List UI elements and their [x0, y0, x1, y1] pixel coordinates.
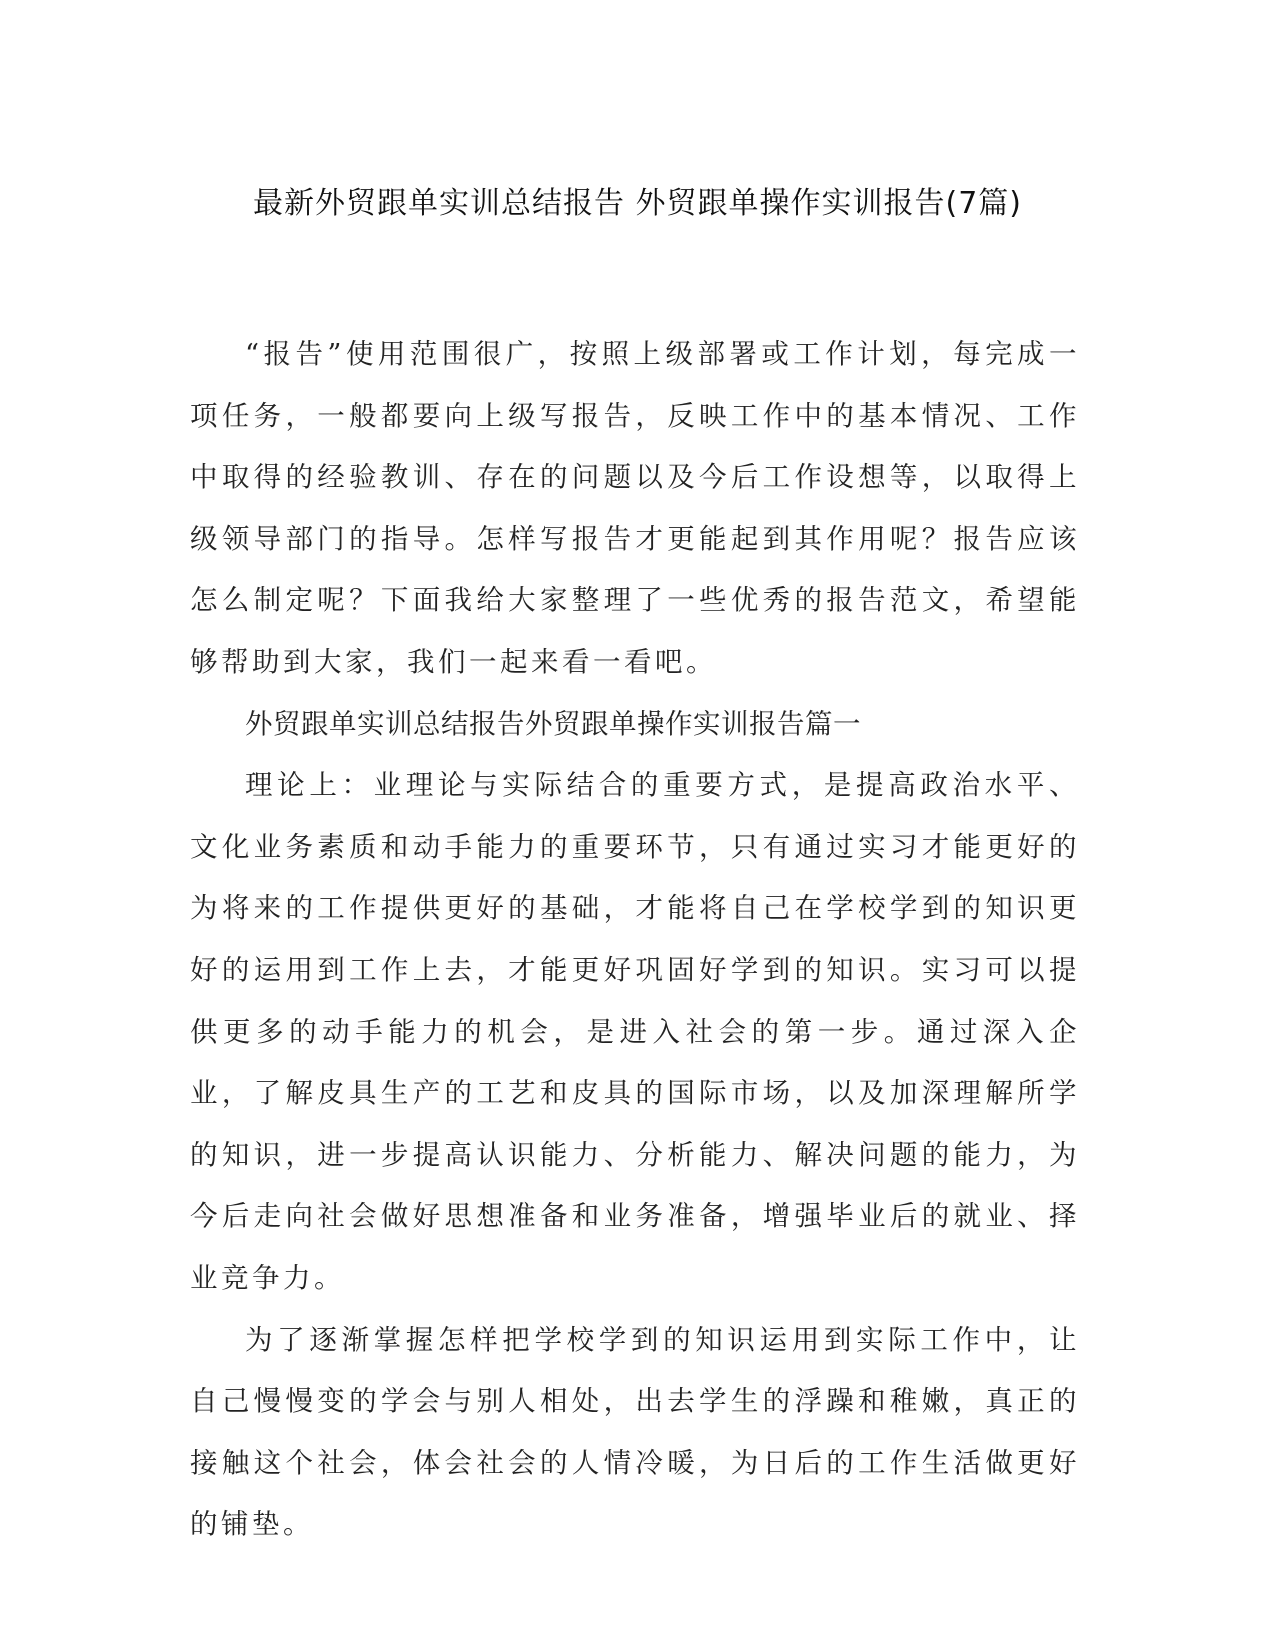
- section-heading: 外贸跟单实训总结报告外贸跟单操作实训报告篇一: [245, 707, 861, 740]
- intro-paragraph: “报告”使用范围很广，按照上级部署或工作计划，每完成一项任务，一般都要向上级写报告，反映工作中的基本情况、工作中取得的经验教训、存在的问题以及今后工作设想等，以取得上级领导部门的指导。怎样写报告才更能起到其作用呢？报告应该怎么制定呢？下面我给大家整理了一些优秀的报告范文，希望能够帮助到大家，我们一起来看一看吧。: [190, 338, 1080, 678]
- body-paragraph-purpose: 为了逐渐掌握怎样把学校学到的知识运用到实际工作中，让自己慢慢变的学会与别人相处，出去学生的浮躁和稚嫩，真正的接触这个社会，体会社会的人情冷暖，为日后的工作生活做更好的铺垫。: [190, 1323, 1080, 1541]
- body-paragraph-theory: 理论上：业理论与实际结合的重要方式，是提高政治水平、文化业务素质和动手能力的重要环节，只有通过实习才能更好的为将来的工作提供更好的基础，才能将自己在学校学到的知识更好的运用到工作上去，才能更好巩固好学到的知识。实习可以提供更多的动手能力的机会，是进入社会的第一步。通过深入企业，了解皮具生产的工艺和皮具的国际市场，以及加深理解所学的知识，进一步提高认识能力、分析能力、解决问题的能力，为今后走向社会做好思想准备和业务准备，增强毕业后的就业、择业竞争力。: [190, 769, 1080, 1294]
- document-body: [190, 324, 1080, 1556]
- document-title: 最新外贸跟单实训总结报告 外贸跟单操作实训报告(7篇): [252, 186, 1023, 221]
